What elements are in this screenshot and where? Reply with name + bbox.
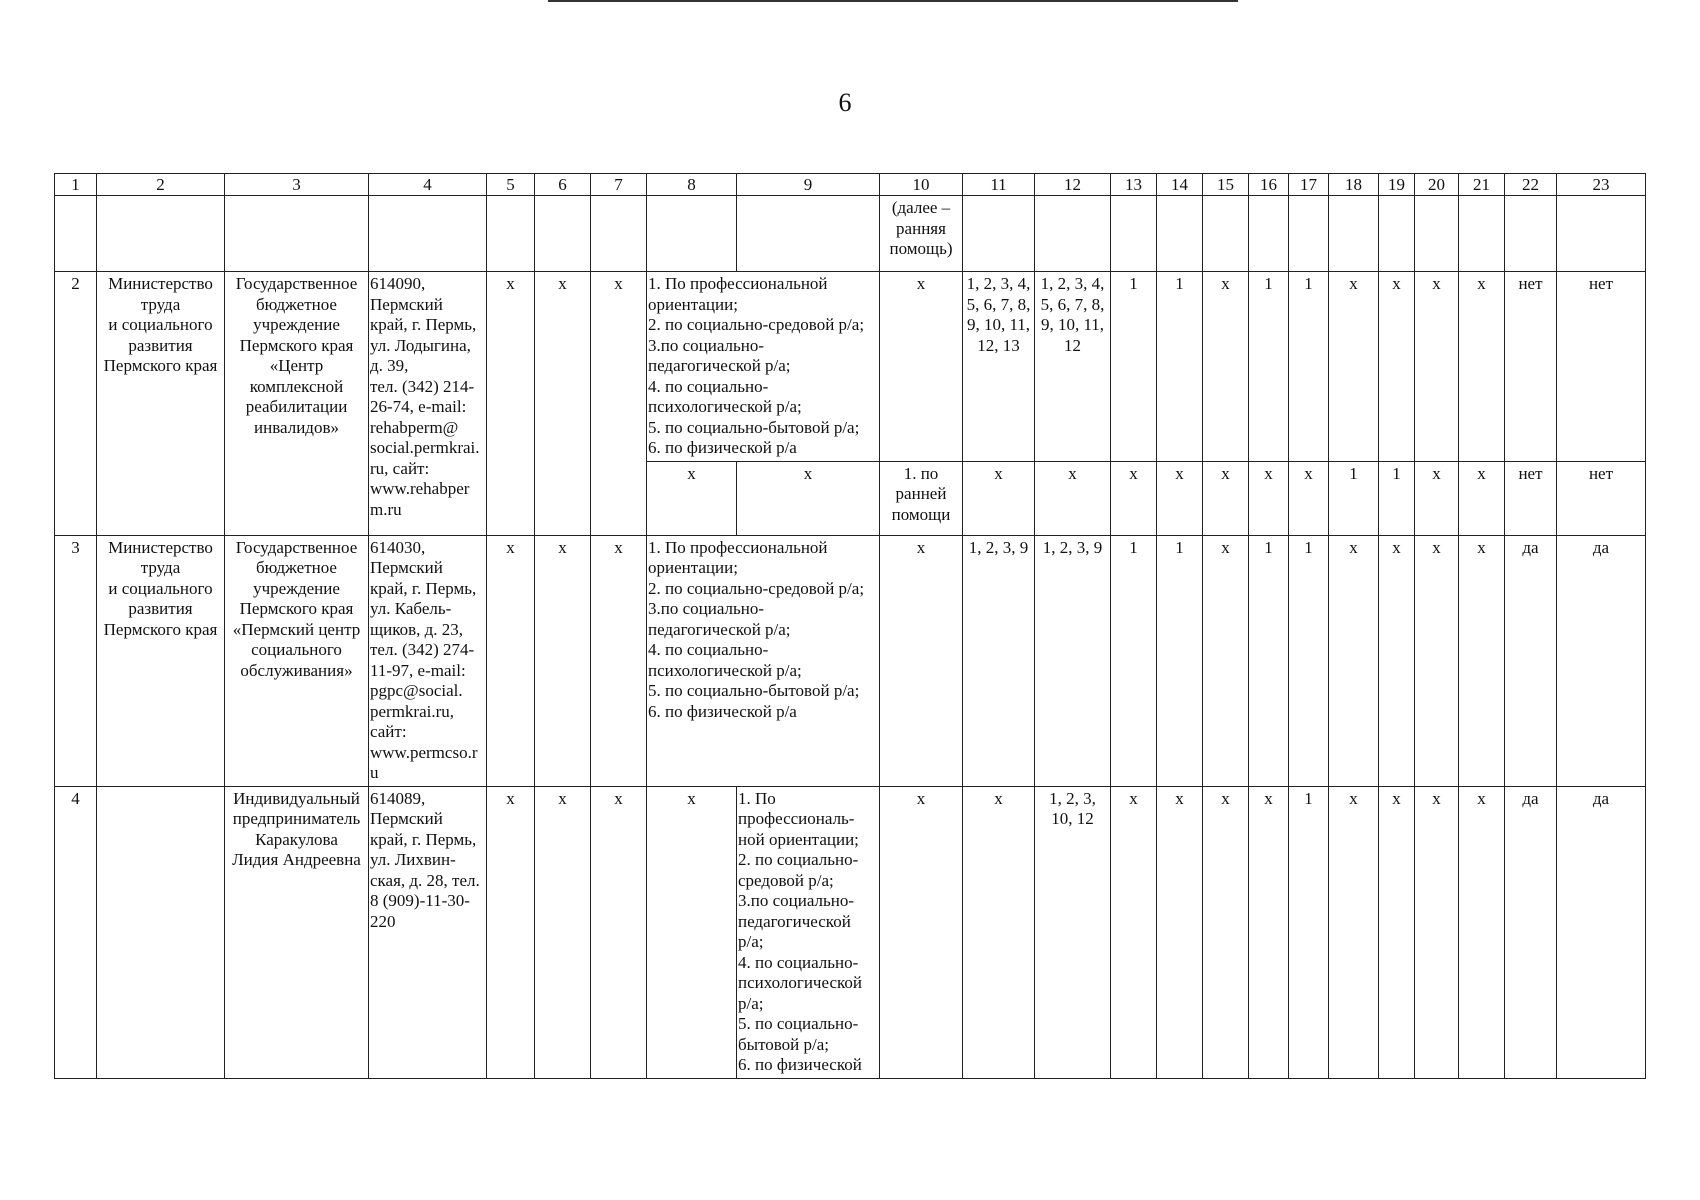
table-row <box>55 196 1646 272</box>
header-cell: 19 <box>1379 174 1415 196</box>
table-cell: x <box>1415 272 1459 462</box>
table-cell: 1, 2, 3, 9 <box>963 535 1035 786</box>
founder-cell: Министерство труда и социального развития Пермского края <box>97 272 225 536</box>
table-cell <box>591 196 647 272</box>
services-cell: 1. По профессиональной ориентации; 2. по социально-средовой р/а; 3.по социально- педагогической р/а; 4. по социально- психологической р/а; 5. по социально-бытовой р/а; 6. по физической р/а <box>647 535 880 786</box>
table-cell <box>1157 196 1203 272</box>
table-cell: x <box>1249 786 1289 1078</box>
table-cell <box>487 196 535 272</box>
table-cell: нет <box>1505 461 1557 535</box>
services-cell: 1. По профессиональ- ной ориентации; 2. по социально- средовой р/а; 3.по социально- педагогической р/а; 4. по социально- психологической р/а; 5. по социально- бытовой р/а; 6. по физической <box>737 786 880 1078</box>
header-cell: 1 <box>55 174 97 196</box>
table-cell: 1 <box>1111 535 1157 786</box>
table-cell: x <box>1203 786 1249 1078</box>
header-cell: 22 <box>1505 174 1557 196</box>
table-cell: x <box>1415 786 1459 1078</box>
table-cell <box>1249 196 1289 272</box>
table-cell: да <box>1505 786 1557 1078</box>
table-cell: x <box>1329 272 1379 462</box>
table-cell: x <box>1203 272 1249 462</box>
table-cell: x <box>487 786 535 1078</box>
table-cell: 1 <box>1329 461 1379 535</box>
table-cell: 1 <box>1289 535 1329 786</box>
table-cell: x <box>1249 461 1289 535</box>
founder-cell <box>97 786 225 1078</box>
table-cell: x <box>535 535 591 786</box>
table-row <box>55 535 1646 786</box>
table-cell: x <box>1157 786 1203 1078</box>
table-cell <box>369 196 487 272</box>
table-cell: x <box>1459 461 1505 535</box>
header-cell: 8 <box>647 174 737 196</box>
table-cell: x <box>591 535 647 786</box>
organization-cell: Индивидуальный предприниматель Каракулова Лидия Андреевна <box>225 786 369 1078</box>
header-cell: 20 <box>1415 174 1459 196</box>
table-cell: x <box>591 786 647 1078</box>
table-row <box>55 272 1646 462</box>
services-cell: 1. По профессиональной ориентации; 2. по социально-средовой р/а; 3.по социально- педагогической р/а; 4. по социально- психологической р/а; 5. по социально-бытовой р/а; 6. по физической р/а <box>647 272 880 462</box>
table-cell <box>1035 196 1111 272</box>
header-row <box>55 174 1646 196</box>
table-cell: 1, 2, 3, 10, 12 <box>1035 786 1111 1078</box>
table-cell: 1 <box>1157 535 1203 786</box>
table-cell <box>1203 196 1249 272</box>
table-cell: x <box>1157 461 1203 535</box>
header-cell: 18 <box>1329 174 1379 196</box>
header-cell: 13 <box>1111 174 1157 196</box>
header-cell: 2 <box>97 174 225 196</box>
table-cell: x <box>963 461 1035 535</box>
header-cell: 17 <box>1289 174 1329 196</box>
table-cell: x <box>880 535 963 786</box>
table-cell: x <box>1035 461 1111 535</box>
table-cell <box>737 196 880 272</box>
top-rule <box>548 0 1238 2</box>
address-cell: 614090, Пермский край, г. Пермь, ул. Лодыгина, д. 39, тел. (342) 214- 26-74, e-mail: rehabperm@ social.permkrai. ru, сайт: www.rehabper m.ru <box>369 272 487 536</box>
table-cell: 1 <box>1289 786 1329 1078</box>
header-cell: 14 <box>1157 174 1203 196</box>
table-cell: x <box>1459 272 1505 462</box>
table-cell <box>1415 196 1459 272</box>
table-row <box>55 786 1646 1078</box>
table-cell <box>225 196 369 272</box>
table-cell <box>647 196 737 272</box>
row-number: 2 <box>55 272 97 536</box>
table-cell: 1 <box>1379 461 1415 535</box>
table-cell: да <box>1557 535 1646 786</box>
table-cell: 1 <box>1157 272 1203 462</box>
table-cell: да <box>1505 535 1557 786</box>
table-cell: 1 <box>1249 535 1289 786</box>
table-cell: x <box>1203 461 1249 535</box>
table-cell <box>1289 196 1329 272</box>
header-cell: 9 <box>737 174 880 196</box>
header-cell: 11 <box>963 174 1035 196</box>
table-cell: x <box>737 461 880 535</box>
table-cell: 1. по ранней помощи <box>880 461 963 535</box>
table-cell: x <box>1459 786 1505 1078</box>
header-cell: 16 <box>1249 174 1289 196</box>
table-cell: 1 <box>1249 272 1289 462</box>
table-cell <box>1557 196 1646 272</box>
row-number: 4 <box>55 786 97 1078</box>
table-cell: x <box>647 786 737 1078</box>
organization-cell: Государственное бюджетное учреждение Пермского края «Центр комплексной реабилитации инвалидов» <box>225 272 369 536</box>
table-cell: x <box>1203 535 1249 786</box>
table-cell: x <box>1329 786 1379 1078</box>
table-cell <box>963 196 1035 272</box>
address-cell: 614089, Пермский край, г. Пермь, ул. Лихвин- ская, д. 28, тел. 8 (909)-11-30- 220 <box>369 786 487 1078</box>
table-cell: x <box>1379 535 1415 786</box>
table-cell: нет <box>1557 461 1646 535</box>
table-cell <box>97 196 225 272</box>
row-number: 3 <box>55 535 97 786</box>
table-cell <box>1379 196 1415 272</box>
table-cell: x <box>1289 461 1329 535</box>
header-cell: 21 <box>1459 174 1505 196</box>
header-cell: 5 <box>487 174 535 196</box>
table-cell: 1, 2, 3, 4, 5, 6, 7, 8, 9, 10, 11, 12, 13 <box>963 272 1035 462</box>
header-cell: 23 <box>1557 174 1646 196</box>
table-cell: x <box>535 786 591 1078</box>
table-cell <box>1111 196 1157 272</box>
table-cell <box>55 196 97 272</box>
table-cell: нет <box>1557 272 1646 462</box>
address-cell: 614030, Пермский край, г. Пермь, ул. Кабель- щиков, д. 23, тел. (342) 274- 11-97, e-mail: pgpc@social. permkrai.ru, сайт: www.permcso.r u <box>369 535 487 786</box>
table-cell: (далее – ранняя помощь) <box>880 196 963 272</box>
table-cell <box>535 196 591 272</box>
table-cell: x <box>487 535 535 786</box>
header-cell: 6 <box>535 174 591 196</box>
header-cell: 12 <box>1035 174 1111 196</box>
table-cell: да <box>1557 786 1646 1078</box>
founder-cell: Министерство труда и социального развития Пермского края <box>97 535 225 786</box>
table-cell: x <box>1329 535 1379 786</box>
table-cell: x <box>647 461 737 535</box>
table-cell: x <box>1459 535 1505 786</box>
organization-cell: Государственное бюджетное учреждение Пермского края «Пермский центр социального обслуживания» <box>225 535 369 786</box>
table-cell: x <box>1379 272 1415 462</box>
table-cell: x <box>1111 786 1157 1078</box>
table-cell: x <box>1111 461 1157 535</box>
table-cell: x <box>1415 535 1459 786</box>
table-cell <box>1329 196 1379 272</box>
table-cell: x <box>535 272 591 536</box>
table-cell: 1 <box>1289 272 1329 462</box>
table-cell: x <box>1415 461 1459 535</box>
table-cell <box>1459 196 1505 272</box>
registry-table <box>54 173 1646 1079</box>
table-cell: x <box>963 786 1035 1078</box>
table-cell: нет <box>1505 272 1557 462</box>
header-cell: 15 <box>1203 174 1249 196</box>
table-cell: x <box>591 272 647 536</box>
table-cell: x <box>487 272 535 536</box>
table-cell: x <box>880 272 963 462</box>
header-cell: 3 <box>225 174 369 196</box>
header-cell: 4 <box>369 174 487 196</box>
table-cell <box>1505 196 1557 272</box>
table-cell: 1, 2, 3, 4, 5, 6, 7, 8, 9, 10, 11, 12 <box>1035 272 1111 462</box>
page-number: 6 <box>838 88 852 117</box>
table-cell: 1, 2, 3, 9 <box>1035 535 1111 786</box>
table-cell: 1 <box>1111 272 1157 462</box>
header-cell: 10 <box>880 174 963 196</box>
table-cell: x <box>880 786 963 1078</box>
table-cell: x <box>1379 786 1415 1078</box>
header-cell: 7 <box>591 174 647 196</box>
